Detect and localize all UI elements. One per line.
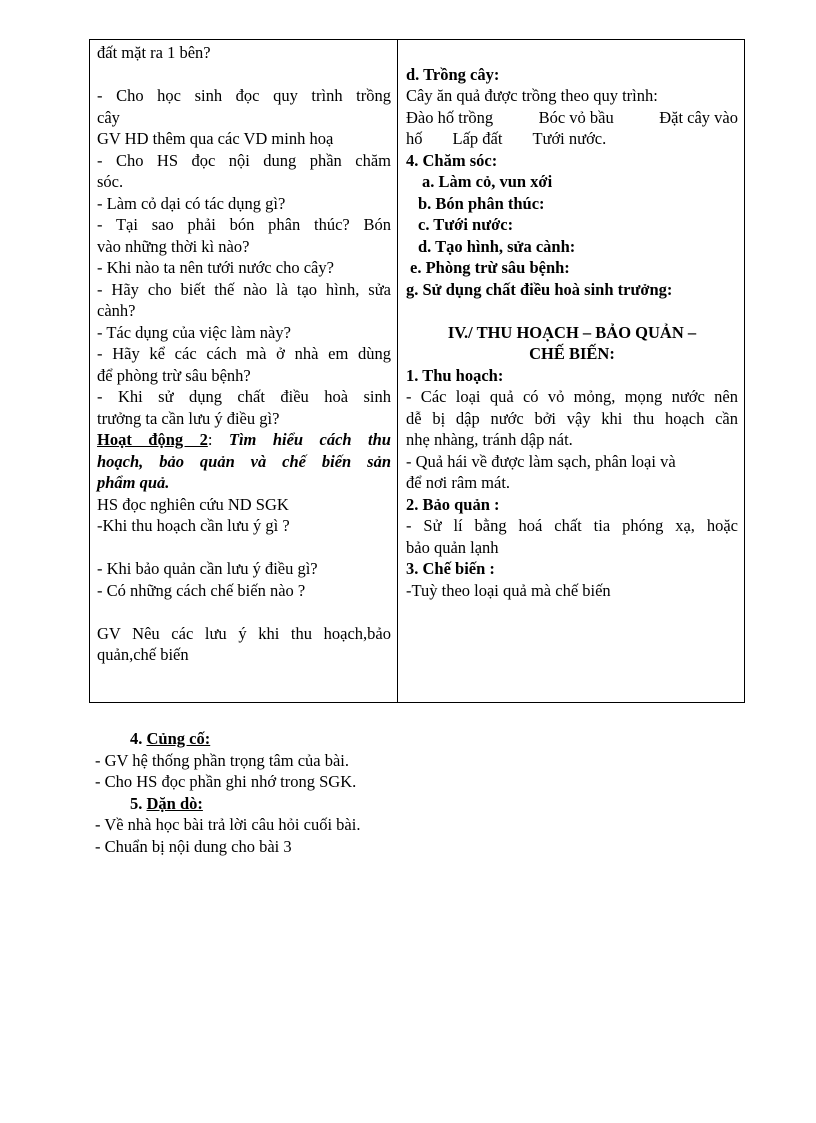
left-after-1: -Khi thu hoạch cần lưu ý gì ? (97, 516, 290, 535)
activity2-title-1: Tìm hiểu cách thu (228, 430, 391, 449)
right-blank-line (406, 42, 738, 64)
left-line-8: - Tại sao phải bón phân thúc? Bón (97, 215, 391, 234)
harvest-line-3: nhẹ nhàng, tránh dập nát. (406, 430, 573, 449)
activity2-label: Hoạt động 2 (97, 430, 208, 449)
care-item-c: c. Tưới nước: (418, 215, 514, 234)
processing-line-1: -Tuỳ theo loại quả mà chế biến (406, 580, 611, 600)
storage-heading: 2. Bảo quản : (406, 494, 500, 514)
consolidation-title: Củng cố: (146, 729, 211, 748)
left-line-3: cây (97, 107, 120, 127)
homework-item-1: - Về nhà học bài trả lời câu hỏi cuối bài. (95, 815, 361, 834)
activity2-title-2: hoạch, bảo quản và chế biến sản (97, 451, 391, 471)
storage-line-1: - Sử lí bằng hoá chất tia phóng xạ, hoặc (406, 516, 738, 535)
consolidation-item-2: - Cho HS đọc phần ghi nhớ trong SGK. (95, 772, 357, 791)
left-after-4: - Có những cách chế biến nào ? (97, 580, 306, 600)
teacher-activities-column (90, 40, 397, 666)
section4-title-line-1: IV./ THU HOẠCH – BẢO QUẢN – (447, 322, 697, 342)
planting-steps-row-2 (406, 128, 738, 150)
lesson-table (89, 39, 745, 703)
care-item-g: g. Sử dụng chất điều hoà sinh trưởng: (406, 279, 673, 299)
left-line-2: - Cho học sinh đọc quy trình trồng (97, 86, 391, 105)
left-line-5: - Cho HS đọc nội dung phần chăm (97, 150, 391, 170)
activity2-colon: : (207, 430, 229, 449)
care-item-d: d. Tạo hình, sửa cành: (418, 236, 576, 256)
lesson-closing-section (95, 728, 695, 857)
storage-line-2: bảo quản lạnh (406, 537, 499, 557)
care-heading: 4. Chăm sóc: (406, 150, 498, 170)
consolidation-number: 4. (130, 729, 147, 748)
left-line-4: GV HD thêm qua các VD minh hoạ (97, 129, 334, 148)
left-line-9: vào những thời kì nào? (97, 236, 250, 256)
homework-heading (95, 793, 695, 815)
step-hole: hố (406, 129, 423, 148)
left-after-0: HS đọc nghiên cứu ND SGK (97, 494, 289, 514)
step-water: Tưới nước. (532, 129, 607, 148)
consolidation-item-1: - GV hệ thống phần trọng tâm của bài. (95, 750, 350, 770)
step-remove-bag: Bóc vỏ bầu (538, 107, 614, 127)
step-fill-soil: Lấp đất (452, 129, 503, 148)
activity2-title-3: phẩm quả. (97, 473, 170, 492)
homework-title: Dặn dò: (146, 793, 203, 813)
left-after-3: - Khi bảo quản cần lưu ý điều gì? (97, 559, 318, 578)
section4-title-line-2: CHẾ BIẾN: (529, 344, 615, 363)
right-blank-line (406, 300, 738, 322)
left-line-12: cành? (97, 301, 136, 320)
activity2-heading (97, 429, 391, 451)
left-line-14: - Hãy kể các cách mà ở nhà em dùng (97, 344, 391, 363)
left-line-10: - Khi nào ta nên tưới nước cho cây? (97, 258, 334, 277)
left-line-17: trưởng ta cần lưu ý điều gì? (97, 408, 280, 428)
left-line-7: - Làm cỏ dại có tác dụng gì? (97, 193, 286, 213)
processing-heading: 3. Chế biến : (406, 559, 495, 578)
left-line-13: - Tác dụng của việc làm này? (97, 322, 291, 342)
harvest-line-1: - Các loại quả có vỏ mỏng, mọng nước nên (406, 387, 738, 406)
left-line-11: - Hãy cho biết thế nào là tạo hình, sửa (97, 279, 391, 299)
step-place-tree: Đặt cây vào (659, 107, 738, 127)
care-item-b: b. Bón phân thúc: (418, 193, 545, 213)
left-after-7: quản,chế biến (97, 645, 189, 664)
harvest-line-2: dễ bị dập nước bởi vậy khi thu hoạch cần (406, 408, 738, 428)
consolidation-heading (95, 728, 695, 750)
left-line-0: đất mặt ra 1 bên? (97, 43, 211, 62)
planting-heading: d. Trồng cây: (406, 64, 500, 84)
homework-item-2: - Chuẩn bị nội dung cho bài 3 (95, 836, 292, 856)
left-line-15: để phòng trừ sâu bệnh? (97, 365, 251, 385)
left-blank-line (97, 64, 391, 86)
left-line-6: sóc. (97, 172, 124, 191)
homework-number: 5. (130, 793, 147, 813)
left-line-16: - Khi sử dụng chất điều hoà sinh (97, 387, 391, 406)
left-blank-line (97, 601, 391, 623)
harvest-line-4: - Quả hái về được làm sạch, phân loại và (406, 451, 676, 471)
left-after-6: GV Nêu các lưu ý khi thu hoạch,bảo (97, 623, 391, 643)
planting-intro: Cây ăn quả được trồng theo quy trình: (406, 86, 658, 105)
harvest-line-5: để nơi râm mát. (406, 473, 511, 492)
content-column (398, 40, 744, 601)
care-item-e: e. Phòng trừ sâu bệnh: (410, 258, 570, 277)
planting-steps-row-1 (406, 107, 738, 129)
harvest-heading: 1. Thu hoạch: (406, 365, 504, 385)
left-blank-line (97, 537, 391, 559)
care-item-a: a. Làm cỏ, vun xới (422, 172, 553, 191)
step-dig-hole: Đào hố trồng (406, 107, 494, 127)
